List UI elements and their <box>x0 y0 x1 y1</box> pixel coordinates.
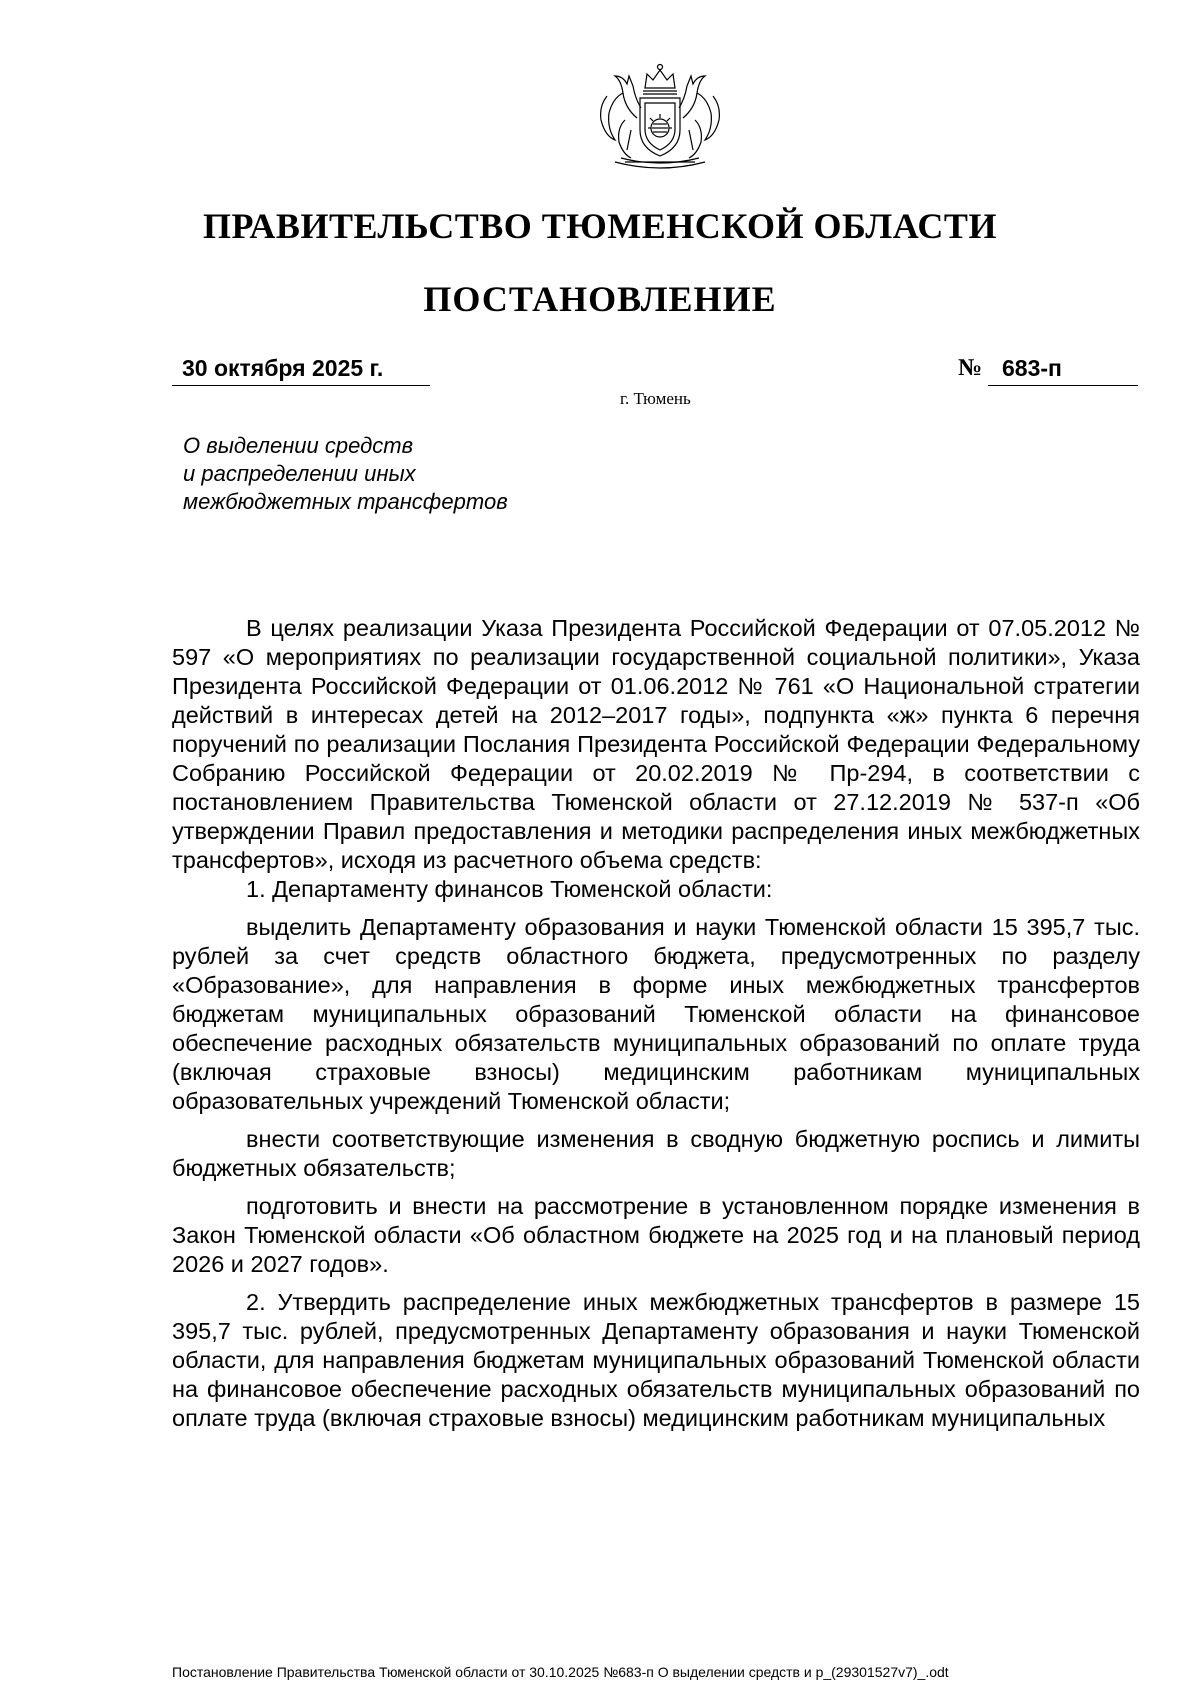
document-city: г. Тюмень <box>620 389 691 408</box>
subject-line: и распределении иных <box>183 461 416 486</box>
coat-of-arms-emblem <box>585 58 735 176</box>
subject-line: О выделении средств <box>183 433 414 458</box>
clause-paragraph: 1. Департаменту финансов Тюменской области: <box>246 876 773 902</box>
number-sign: № <box>958 355 983 381</box>
clause-paragraph: внести соответствующие изменения в сводную бюджетную роспись и лимиты бюджетных обязательств; <box>172 1126 1140 1181</box>
document-body <box>172 614 1140 1442</box>
document-type-heading: ПОСТАНОВЛЕНИЕ <box>423 279 777 319</box>
preamble-paragraph: В целях реализации Указа Президента Российской Федерации от 07.05.2012 № 597 «О мероприятиях по реализации государственной социальной политики», Указа Президента Российской Федерации от 01.06.2012 № 761 «О Национальной стратегии действий в интересах детей на 2012–2017 годы», подпункта «ж» пункта 6 перечня поручений по реализации Послания Президента Российской Федерации Федеральному Собранию Российской Федерации от 20.02.2019 № Пр-294, в соответствии с постановлением Правительства Тюменской области от 27.12.2019 № 537-п «Об утверждении Правил предоставления и методики распределения иных межбюджетных трансфертов», исходя из расчетного объема средств: <box>172 615 1140 873</box>
document-number: 683-п <box>988 355 1138 386</box>
subject-line: межбюджетных трансфертов <box>183 489 508 514</box>
document-subject <box>183 432 633 516</box>
clause-paragraph: 2. Утвердить распределение иных межбюджетных трансфертов в размере 15 395,7 тыс. рублей, предусмотренных Департаменту образования и науки Тюменской области, для направления бюджетам муниципальных образований Тюменской области на финансовое обеспечение расходных обязательств муниципальных образований по оплате труда (включая страховые взносы) медицинским работникам муниципальных <box>172 1289 1140 1431</box>
organization-title: ПРАВИТЕЛЬСТВО ТЮМЕНСКОЙ ОБЛАСТИ <box>203 206 997 246</box>
clause-paragraph: выделить Департаменту образования и науки Тюменской области 15 395,7 тыс. рублей за счет средств областного бюджета, предусмотренных по разделу «Образование», для направления в форме иных межбюджетных трансфертов бюджетам муниципальных образований Тюменской области на финансовое обеспечение расходных обязательств муниципальных образований по оплате труда (включая страховые взносы) медицинским работникам муниципальных образовательных учреждений Тюменской области; <box>172 914 1140 1114</box>
page-footer: Постановление Правительства Тюменской области от 30.10.2025 №683-п О выделении средств и р_(29301527v7)_.odt <box>172 1664 949 1680</box>
clause-paragraph: подготовить и внести на рассмотрение в установленном порядке изменения в Закон Тюменской области «Об областном бюджете на 2025 год и на плановый период 2026 и 2027 годов». <box>172 1193 1140 1277</box>
document-date: 30 октября 2025 г. <box>172 355 430 386</box>
